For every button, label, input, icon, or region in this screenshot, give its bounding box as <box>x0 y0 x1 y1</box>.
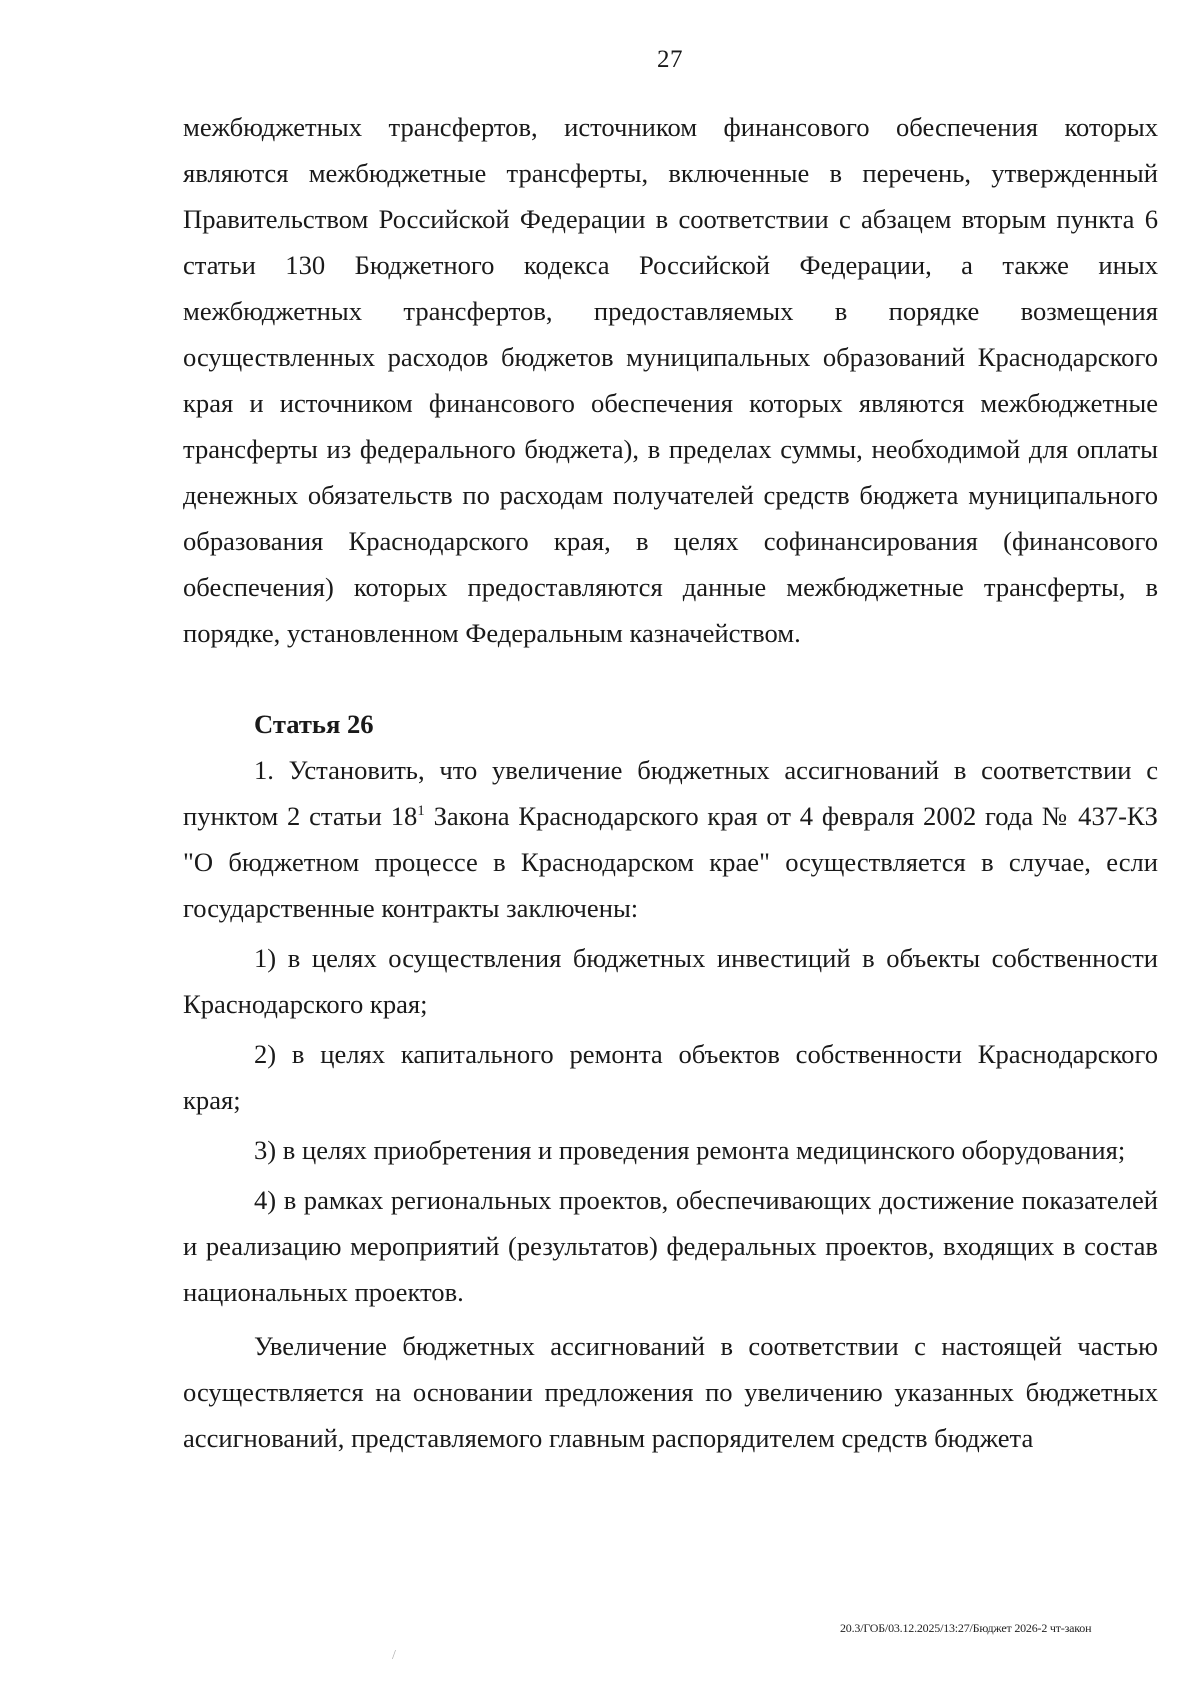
p1-superscript: 1 <box>417 803 425 819</box>
footer-document-code: 20.3/ГОБ/03.12.2025/13:27/Бюджет 2026-2 чт-закон <box>840 1621 1092 1635</box>
closing-paragraph: Увеличение бюджетных ассигнований в соответствии с настоящей частью осуществляется на основании предложения по увеличению указанных бюджетных ассигнований, представляемого главным распорядителем средств бюджета <box>183 1331 1158 1453</box>
scan-mark: / <box>392 1648 396 1663</box>
p1-text-end: Закона Краснодарского края от 4 февраля 2002 года № 437-КЗ "О бюджетном процессе в Краснодарском крае" осуществляется в случае, если государственные контракты заключены: <box>183 801 1158 923</box>
list-item: 2) в целях капитального ремонта объектов собственности Краснодарского края; <box>183 1039 1158 1115</box>
article-paragraph-1 <box>183 747 1158 931</box>
list-item: 4) в рамках региональных проектов, обеспечивающих достижение показателей и реализацию мероприятий (результатов) федеральных проектов, входящих в состав национальных проектов. <box>183 1185 1158 1307</box>
list-item: 3) в целях приобретения и проведения ремонта медицинского оборудования; <box>254 1135 1126 1165</box>
article-heading: Статья 26 <box>254 709 374 739</box>
page-number: 27 <box>657 46 683 73</box>
document-body <box>183 104 1158 1461</box>
list-item: 1) в целях осуществления бюджетных инвестиций в объекты собственности Краснодарского края; <box>183 943 1158 1019</box>
intro-paragraph: межбюджетных трансфертов, источником финансового обеспечения которых являются межбюджетные трансферты, включенные в перечень, утвержденный Правительством Российской Федерации в соответствии с абзацем вторым пункта 6 статьи 130 Бюджетного кодекса Российской Федерации, а также иных межбюджетных трансфертов, предоставляемых в порядке возмещения осуществленных расходов бюджетов муниципальных образований Краснодарского края и источником финансового обеспечения которых являются межбюджетные трансферты из федерального бюджета), в пределах суммы, необходимой для оплаты денежных обязательств по расходам получателей средств бюджета муниципального образования Краснодарского края, в целях софинансирования (финансового обеспечения) которых предоставляются данные межбюджетные трансферты, в порядке, установленном Федеральным казначейством. <box>183 112 1158 648</box>
p1-text-start: 1. Установить, что увеличение бюджетных ассигнований в соответствии с пунктом 2 статьи 18 <box>183 755 1158 831</box>
